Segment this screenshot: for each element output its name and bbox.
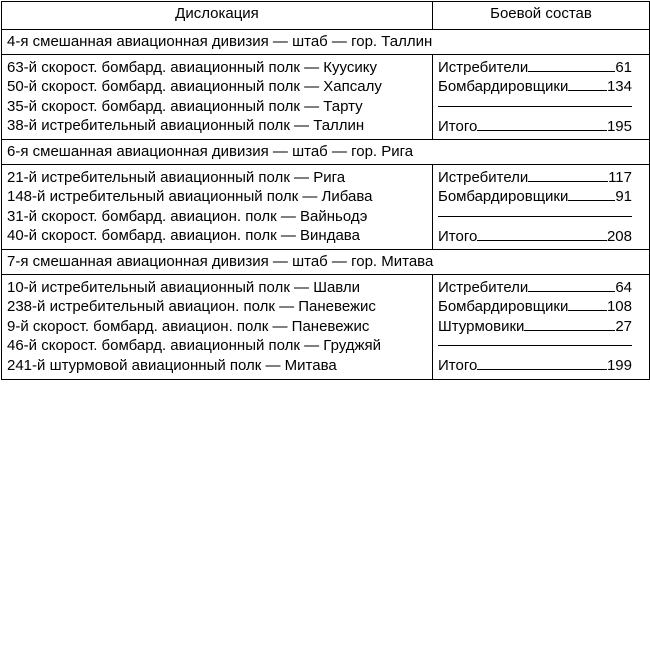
sum-rule xyxy=(438,97,632,107)
division-title: 6-я смешанная авиационная дивизия — штаб — гор. Рига xyxy=(2,140,650,165)
strength-cell xyxy=(433,274,650,379)
strength-value: 27 xyxy=(615,317,632,335)
division-detail-row xyxy=(2,54,650,140)
total-line xyxy=(438,356,632,376)
strength-label: Истребители xyxy=(438,168,529,186)
strength-value: 117 xyxy=(608,168,632,186)
strength-label: Бомбардировщики xyxy=(438,188,569,205)
strength-line xyxy=(438,317,632,337)
strength-line xyxy=(438,77,632,97)
sum-rule xyxy=(438,207,632,217)
unit-line: 35-й скорост. бомбард. авиационный полк — Тарту xyxy=(7,97,363,115)
strength-label: Истребители xyxy=(438,278,529,296)
strength-value: 108 xyxy=(606,298,632,315)
strength-value: 91 xyxy=(615,188,632,205)
unit-line: 238-й истребительный авиацион. полк — Паневежис xyxy=(7,298,376,315)
unit-line: 21-й истребительный авиационный полк — Рига xyxy=(7,168,346,186)
units-cell xyxy=(2,54,433,140)
unit-line: 46-й скорост. бомбард. авиационный полк — Груджяй xyxy=(7,337,382,354)
strength-value: 61 xyxy=(615,58,632,76)
total-line xyxy=(438,117,632,137)
division-title: 4-я смешанная авиационная дивизия — штаб — гор. Таллин xyxy=(2,30,650,55)
location-header: Дислокация xyxy=(2,2,433,30)
sum-rule xyxy=(438,336,632,346)
total-value: 195 xyxy=(606,117,632,135)
unit-line: 9-й скорост. бомбард. авиацион. полк — Паневежис xyxy=(7,317,370,335)
strength-line xyxy=(438,168,632,188)
strength-cell xyxy=(433,54,650,140)
division-row xyxy=(2,250,650,275)
units-cell xyxy=(2,274,433,379)
strength-label: Истребители xyxy=(438,58,529,76)
strength-line xyxy=(438,58,632,78)
total-value: 199 xyxy=(606,357,632,374)
strength-line xyxy=(438,297,632,317)
division-detail-row xyxy=(2,164,650,250)
division-title: 7-я смешанная авиационная дивизия — штаб — гор. Митава xyxy=(2,250,650,275)
strength-label: Бомбардировщики xyxy=(438,78,569,95)
header-row xyxy=(2,2,650,30)
strength-cell xyxy=(433,164,650,250)
unit-line: 148-й истребительный авиационный полк — Либава xyxy=(7,188,373,205)
strength-value: 134 xyxy=(606,78,632,95)
strength-header: Боевой состав xyxy=(433,2,650,30)
strength-line xyxy=(438,187,632,207)
unit-line: 31-й скорост. бомбард. авиацион. полк — Вайньодэ xyxy=(7,207,368,225)
total-label: Итого xyxy=(438,357,478,374)
division-row xyxy=(2,140,650,165)
unit-line: 50-й скорост. бомбард. авиационный полк — Хапсалу xyxy=(7,78,382,95)
total-label: Итого xyxy=(438,227,478,245)
strength-line xyxy=(438,278,632,298)
total-value: 208 xyxy=(606,227,632,245)
unit-line: 241-й штурмовой авиационный полк — Митава xyxy=(7,356,337,374)
strength-label: Штурмовики xyxy=(438,317,525,335)
strength-label: Бомбардировщики xyxy=(438,298,569,315)
total-label: Итого xyxy=(438,117,478,135)
dislocation-table xyxy=(1,1,650,380)
unit-line: 10-й истребительный авиационный полк — Шавли xyxy=(7,278,361,296)
division-row xyxy=(2,30,650,55)
units-cell xyxy=(2,164,433,250)
unit-line: 40-й скорост. бомбард. авиацион. полк — Виндава xyxy=(7,227,360,244)
division-detail-row xyxy=(2,274,650,379)
unit-line: 38-й истребительный авиационный полк — Таллин xyxy=(7,117,365,134)
strength-value: 64 xyxy=(615,278,632,296)
total-line xyxy=(438,227,632,247)
unit-line: 63-й скорост. бомбард. авиационный полк — Куусику xyxy=(7,58,377,76)
